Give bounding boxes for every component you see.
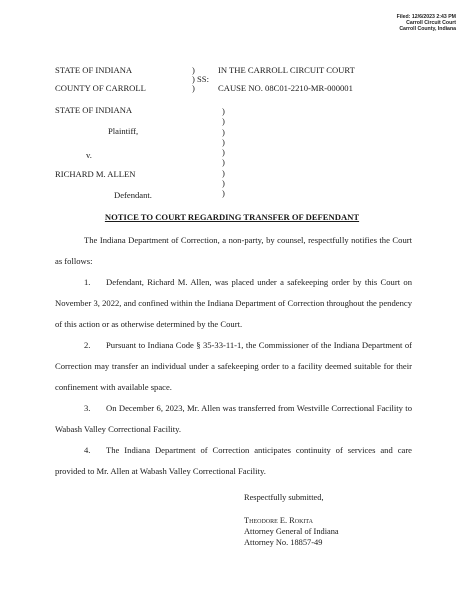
caption-defendant: RICHARD M. ALLEN <box>55 169 136 179</box>
paragraph-text: Pursuant to Indiana Code § 35-33-11-1, the Commissioner of the Indiana Department of Correction may transfer an individual under a safekeeping order to a facility deemed suitable for their confinement with available space. <box>55 340 412 392</box>
signature-attorney-number: Attorney No. 18857-49 <box>244 538 323 547</box>
paragraph-text: The Indiana Department of Correction anticipates continuity of services and care provided to Mr. Allen at Wabash Valley Correctional Facility. <box>55 445 412 476</box>
paragraph-4 <box>55 440 412 482</box>
document-title: NOTICE TO COURT REGARDING TRANSFER OF DEFENDANT <box>104 212 360 222</box>
caption-court: IN THE CARROLL CIRCUIT COURT <box>218 65 355 75</box>
paragraph-number: 1. <box>84 277 91 287</box>
signature-title: Attorney General of Indiana <box>244 527 339 536</box>
caption-county: COUNTY OF CARROLL <box>55 83 146 93</box>
caption-paren-top2: ) <box>192 83 195 93</box>
signature-name: Theodore E. Rokita <box>244 516 313 525</box>
caption-paren-column: ) ) ) ) ) ) ) ) ) <box>222 106 225 199</box>
filing-stamp <box>397 14 456 32</box>
caption-ss: ) SS: <box>192 74 209 84</box>
paragraph-number: 3. <box>84 403 91 413</box>
caption-versus: v. <box>86 150 92 160</box>
caption-plaintiff: STATE OF INDIANA <box>55 105 133 115</box>
intro-text: The Indiana Department of Correction, a non-party, by counsel, respectfully notifies the Court as follows: <box>55 235 412 266</box>
paragraph-2 <box>55 335 412 398</box>
caption-cause-number: CAUSE NO. 08C01-2210-MR-000001 <box>218 83 353 93</box>
caption-state: STATE OF INDIANA <box>55 65 133 75</box>
paragraph-text: On December 6, 2023, Mr. Allen was transferred from Westville Correctional Facility to Wabash Valley Correctional Facility. <box>55 403 412 434</box>
filing-stamp-filed: Filed: 12/6/2023 2:43 PM <box>396 14 456 20</box>
paragraph-3 <box>55 398 412 440</box>
paragraph-number: 2. <box>84 340 91 350</box>
caption-paren-top1: ) <box>192 65 195 75</box>
signature-closing: Respectfully submitted, <box>244 493 324 502</box>
filing-stamp-court: Carroll Circuit Court <box>406 20 456 26</box>
intro-paragraph <box>55 230 412 272</box>
paragraph-number: 4. <box>84 445 91 455</box>
paragraph-1 <box>55 272 412 335</box>
filing-stamp-county: Carroll County, Indiana <box>399 26 456 32</box>
paragraph-text: Defendant, Richard M. Allen, was placed under a safekeeping order by this Court on November 3, 2022, and confined within the Indiana Department of Correction throughout the pendency of this action or as otherwise determined by the Court. <box>55 277 412 329</box>
caption-plaintiff-role: Plaintiff, <box>108 126 139 136</box>
caption-defendant-role: Defendant. <box>114 190 152 200</box>
